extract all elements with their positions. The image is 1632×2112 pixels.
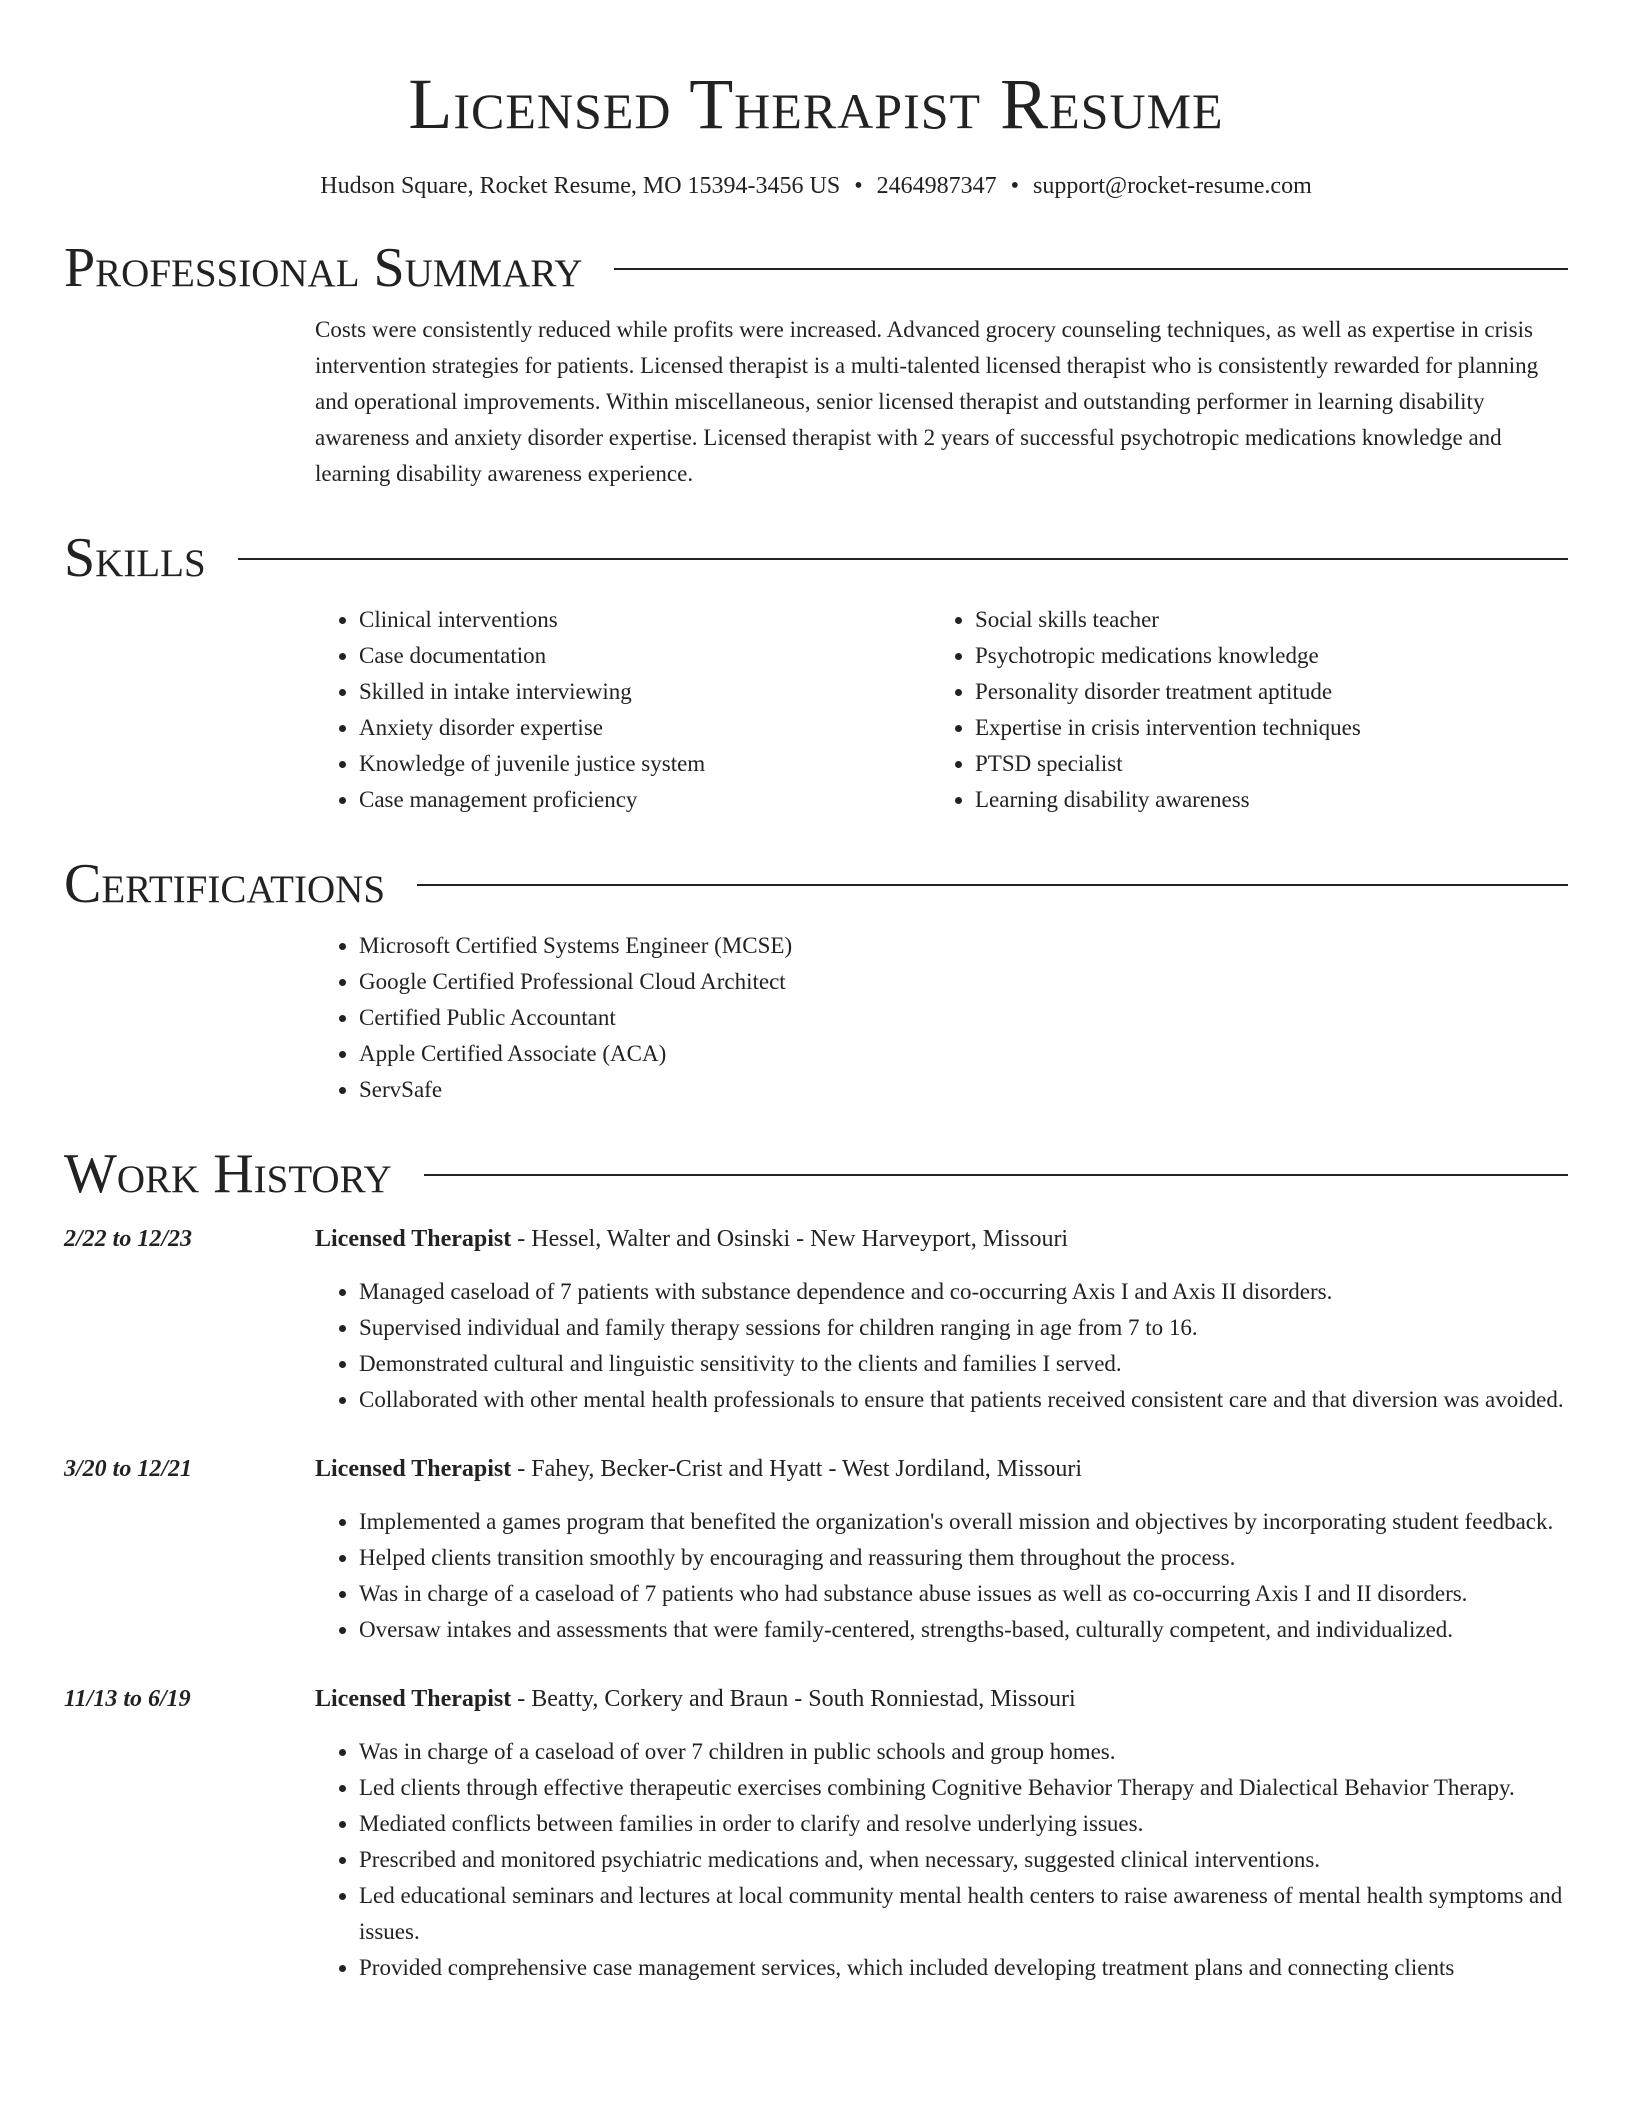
job-duty: • Was in charge of a caseload of 7 patients who had substance abuse issues as well as co-occurring Axis I and II disorders. (359, 1576, 1568, 1612)
skill-item: • Anxiety disorder expertise (359, 710, 931, 746)
job-dates: 3/20 to 12/21 (64, 1456, 193, 1482)
job-duties-list (315, 1504, 1568, 1648)
job-company: - Hessel, Walter and Osinski - New Harveyport, Missouri (511, 1226, 1069, 1252)
certifications-body (315, 928, 1568, 1108)
skills-column-right (931, 602, 1547, 818)
job-company: - Fahey, Becker-Crist and Hyatt - West Jordiland, Missouri (511, 1456, 1083, 1482)
job-header (315, 1452, 1568, 1486)
skill-item: • Case documentation (359, 638, 931, 674)
resume-title: Licensed Therapist Resume (408, 64, 1224, 144)
skill-item: • Expertise in crisis intervention techniques (975, 710, 1547, 746)
work-history-heading: Work History (64, 1143, 392, 1205)
skill-item: • Psychotropic medications knowledge (975, 638, 1547, 674)
contact-separator: • (854, 173, 863, 199)
summary-body (315, 312, 1568, 492)
certification-item: • ServSafe (359, 1072, 1568, 1108)
certification-item: • Google Certified Professional Cloud Architect (359, 964, 1568, 1000)
resume-page (64, 0, 1568, 1986)
job-dates: 11/13 to 6/19 (64, 1686, 191, 1712)
contact-line (64, 170, 1568, 202)
job-title: Licensed Therapist (315, 1226, 512, 1252)
certification-item: • Certified Public Accountant (359, 1000, 1568, 1036)
job-duty: • Implemented a games program that benefited the organization's overall mission and objectives by incorporating student feedback. (359, 1504, 1568, 1540)
summary-section (64, 236, 1568, 492)
job-details (315, 1222, 1568, 1418)
summary-text: Costs were consistently reduced while profits were increased. Advanced grocery counseling techniques, as well as expertise in crisis intervention strategies for patients. Licensed therapist is a multi-talented licensed therapist who is consistently rewarded for planning and operational improvements. Within miscellaneous, senior licensed therapist and outstanding performer in learning disability awareness and anxiety disorder expertise. Licensed therapist with 2 years of successful psychotropic medications knowledge and learning disability awareness experience. (315, 317, 1539, 486)
job-entry (64, 1222, 1568, 1418)
job-duty: • Led educational seminars and lectures at local community mental health centers to raise awareness of mental health symptoms and issues. (359, 1878, 1568, 1950)
certification-item: • Microsoft Certified Systems Engineer (MCSE) (359, 928, 1568, 964)
skills-section-header (64, 526, 1568, 590)
skill-item: • Knowledge of juvenile justice system (359, 746, 931, 782)
skill-item: • Skilled in intake interviewing (359, 674, 931, 710)
skills-list-right (931, 602, 1547, 818)
job-duties-list (315, 1734, 1568, 1986)
skill-item: • Case management proficiency (359, 782, 931, 818)
job-duty: • Supervised individual and family therapy sessions for children ranging in age from 7 to 16. (359, 1310, 1568, 1346)
certifications-section (64, 852, 1568, 1108)
job-duty: • Demonstrated cultural and linguistic sensitivity to the clients and families I served. (359, 1346, 1568, 1382)
job-company: - Beatty, Corkery and Braun - South Ronniestad, Missouri (511, 1686, 1076, 1712)
job-duty: • Collaborated with other mental health professionals to ensure that patients received consistent care and that diversion was avoided. (359, 1382, 1568, 1418)
work-history-section (64, 1142, 1568, 1986)
skill-item: • Personality disorder treatment aptitude (975, 674, 1547, 710)
certifications-heading: Certifications (64, 853, 386, 915)
certification-item: • Apple Certified Associate (ACA) (359, 1036, 1568, 1072)
job-dates: 2/22 to 12/23 (64, 1226, 193, 1252)
job-duty: • Managed caseload of 7 patients with substance dependence and co-occurring Axis I and Axis II disorders. (359, 1274, 1568, 1310)
skills-body (315, 602, 1568, 818)
summary-section-header (64, 236, 1568, 300)
job-header (315, 1222, 1568, 1256)
contact-address: Hudson Square, Rocket Resume, MO 15394-3456 US (320, 173, 841, 199)
skill-item: • Social skills teacher (975, 602, 1547, 638)
skills-heading: Skills (64, 527, 206, 589)
skill-item: • Clinical interventions (359, 602, 931, 638)
section-divider (614, 268, 1568, 270)
job-title: Licensed Therapist (315, 1686, 512, 1712)
skills-section (64, 526, 1568, 818)
contact-separator: • (1010, 173, 1020, 199)
skill-item: • PTSD specialist (975, 746, 1547, 782)
skill-item: • Learning disability awareness (975, 782, 1547, 818)
job-entry (64, 1452, 1568, 1648)
section-divider (417, 884, 1568, 886)
job-duty: • Provided comprehensive case management services, which included developing treatment plans and connecting clients (359, 1950, 1568, 1986)
job-details (315, 1452, 1568, 1648)
job-duty: • Mediated conflicts between families in order to clarify and resolve underlying issues. (359, 1806, 1568, 1842)
certifications-section-header (64, 852, 1568, 916)
job-entry (64, 1682, 1568, 1986)
job-title: Licensed Therapist (315, 1456, 512, 1482)
job-details (315, 1682, 1568, 1986)
job-duty: • Was in charge of a caseload of over 7 children in public schools and group homes. (359, 1734, 1568, 1770)
skills-list-left (315, 602, 931, 818)
job-duty: • Helped clients transition smoothly by encouraging and reassuring them throughout the process. (359, 1540, 1568, 1576)
job-duty: • Oversaw intakes and assessments that were family-centered, strengths-based, culturally competent, and individualized. (359, 1612, 1568, 1648)
contact-phone: 2464987347 (876, 173, 997, 199)
certifications-list (315, 928, 1568, 1108)
contact-email: support@rocket-resume.com (1033, 173, 1312, 199)
section-divider (238, 558, 1568, 560)
summary-heading: Professional Summary (64, 237, 583, 299)
job-header (315, 1682, 1568, 1716)
job-duty: • Led clients through effective therapeutic exercises combining Cognitive Behavior Therapy and Dialectical Behavior Therapy. (359, 1770, 1568, 1806)
job-duty: • Prescribed and monitored psychiatric medications and, when necessary, suggested clinical interventions. (359, 1842, 1568, 1878)
work-history-section-header (64, 1142, 1568, 1206)
section-divider (424, 1174, 1568, 1176)
job-duties-list (315, 1274, 1568, 1418)
skills-column-left (315, 602, 931, 818)
